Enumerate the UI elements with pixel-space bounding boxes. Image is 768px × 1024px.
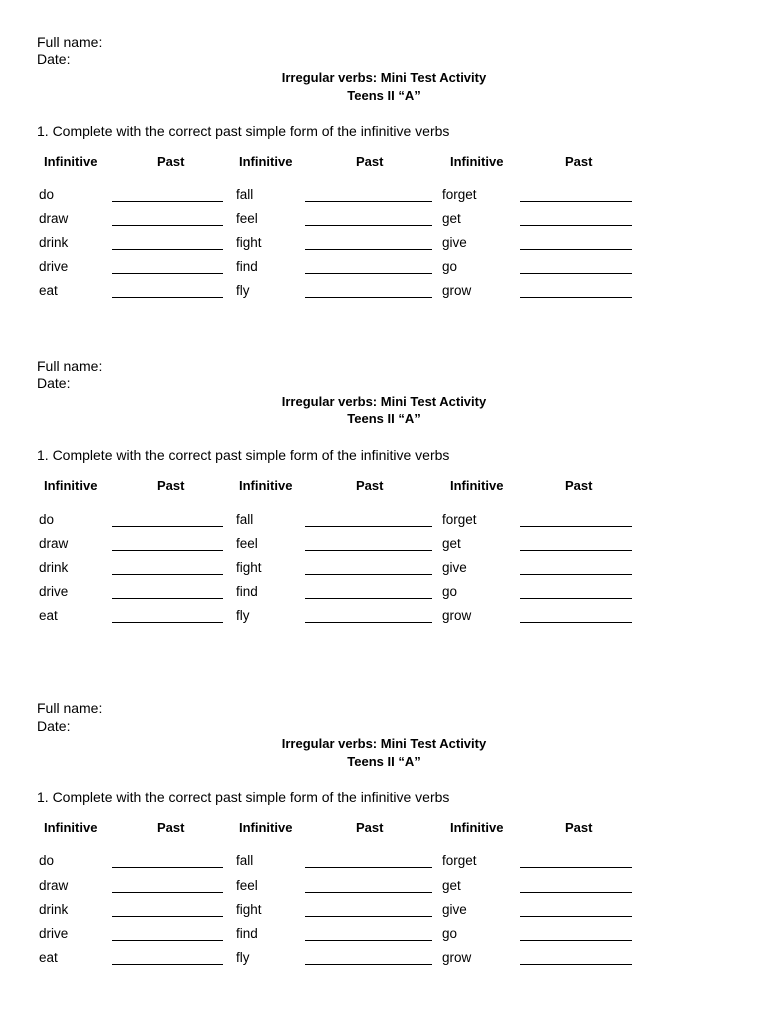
answer-blank[interactable] [520,867,632,868]
verb-cell: fight [236,902,262,917]
answer-blank[interactable] [520,526,632,527]
verb-cell: feel [236,536,258,551]
header-past-3: Past [565,820,593,835]
verb-cell: go [442,584,458,599]
verb-cell: fight [236,235,262,250]
verb-cell: do [39,512,55,527]
answer-blank[interactable] [112,297,223,298]
verb-cell: get [442,878,461,893]
verb-cell: go [442,259,458,274]
answer-blank[interactable] [305,598,432,599]
verb-cell: find [236,926,258,941]
answer-blank[interactable] [305,273,432,274]
answer-blank[interactable] [112,916,223,917]
date-label: Date: [37,718,71,734]
verb-cell: fly [236,283,250,298]
date-label: Date: [37,51,71,67]
verb-cell: eat [39,283,58,298]
instruction-text: 1. Complete with the correct past simple form of the infinitive verbs [37,789,450,805]
instruction-text: 1. Complete with the correct past simple form of the infinitive verbs [37,123,450,139]
answer-blank[interactable] [520,964,632,965]
answer-blank[interactable] [112,940,223,941]
verb-cell: drink [39,235,69,250]
header-past-1: Past [157,478,185,493]
header-infinitive-3: Infinitive [450,154,504,169]
verb-cell: give [442,560,467,575]
verb-cell: fall [236,853,254,868]
answer-blank[interactable] [112,273,223,274]
verb-cell: draw [39,878,69,893]
verb-cell: find [236,259,258,274]
header-past-2: Past [356,478,384,493]
verb-cell: forget [442,187,477,202]
header-infinitive-2: Infinitive [239,478,293,493]
header-infinitive-3: Infinitive [450,820,504,835]
answer-blank[interactable] [305,940,432,941]
full-name-label: Full name: [37,700,103,716]
header-infinitive-1: Infinitive [44,478,98,493]
answer-blank[interactable] [305,297,432,298]
verb-cell: draw [39,211,69,226]
verb-cell: drive [39,584,69,599]
verb-cell: drive [39,259,69,274]
verb-cell: forget [442,853,477,868]
instruction-text: 1. Complete with the correct past simple form of the infinitive verbs [37,447,450,463]
header-infinitive-2: Infinitive [239,820,293,835]
answer-blank[interactable] [520,940,632,941]
answer-blank[interactable] [112,225,223,226]
answer-blank[interactable] [305,550,432,551]
verb-cell: feel [236,211,258,226]
answer-blank[interactable] [520,916,632,917]
answer-blank[interactable] [305,964,432,965]
full-name-label: Full name: [37,358,103,374]
answer-blank[interactable] [305,892,432,893]
verb-cell: grow [442,283,472,298]
test-title: Irregular verbs: Mini Test Activity [281,394,487,409]
test-title: Irregular verbs: Mini Test Activity [281,70,487,85]
verb-cell: give [442,235,467,250]
verb-cell: fall [236,512,254,527]
answer-blank[interactable] [520,550,632,551]
full-name-label: Full name: [37,34,103,50]
answer-blank[interactable] [305,225,432,226]
answer-blank[interactable] [112,550,223,551]
answer-blank[interactable] [520,273,632,274]
answer-blank[interactable] [305,622,432,623]
answer-blank[interactable] [520,297,632,298]
verb-cell: fight [236,560,262,575]
header-infinitive-1: Infinitive [44,820,98,835]
verb-cell: drive [39,926,69,941]
verb-cell: eat [39,608,58,623]
answer-blank[interactable] [520,249,632,250]
answer-blank[interactable] [112,574,223,575]
header-infinitive-2: Infinitive [239,154,293,169]
header-past-3: Past [565,478,593,493]
answer-blank[interactable] [305,201,432,202]
verb-cell: grow [442,608,472,623]
answer-blank[interactable] [112,622,223,623]
header-past-1: Past [157,820,185,835]
answer-blank[interactable] [520,201,632,202]
answer-blank[interactable] [112,526,223,527]
verb-cell: go [442,926,458,941]
verb-cell: get [442,211,461,226]
date-label: Date: [37,375,71,391]
answer-blank[interactable] [305,867,432,868]
verb-cell: give [442,902,467,917]
header-past-3: Past [565,154,593,169]
verb-cell: get [442,536,461,551]
verb-cell: eat [39,950,58,965]
answer-blank[interactable] [112,201,223,202]
header-infinitive-1: Infinitive [44,154,98,169]
answer-blank[interactable] [305,249,432,250]
answer-blank[interactable] [112,964,223,965]
answer-blank[interactable] [112,249,223,250]
verb-cell: do [39,187,55,202]
answer-blank[interactable] [112,892,223,893]
verb-cell: drink [39,902,69,917]
answer-blank[interactable] [520,574,632,575]
header-past-2: Past [356,820,384,835]
answer-blank[interactable] [520,225,632,226]
answer-blank[interactable] [520,622,632,623]
answer-blank[interactable] [305,526,432,527]
verb-cell: fall [236,187,254,202]
answer-blank[interactable] [305,916,432,917]
verb-cell: do [39,853,55,868]
verb-cell: find [236,584,258,599]
verb-cell: feel [236,878,258,893]
verb-cell: drink [39,560,69,575]
test-subtitle: Teens II “A” [347,754,421,769]
test-subtitle: Teens II “A” [347,411,421,426]
verb-cell: grow [442,950,472,965]
header-past-2: Past [356,154,384,169]
answer-blank[interactable] [112,598,223,599]
verb-cell: fly [236,950,250,965]
answer-blank[interactable] [305,574,432,575]
header-infinitive-3: Infinitive [450,478,504,493]
verb-cell: fly [236,608,250,623]
test-subtitle: Teens II “A” [347,88,421,103]
verb-cell: draw [39,536,69,551]
verb-cell: forget [442,512,477,527]
answer-blank[interactable] [112,867,223,868]
header-past-1: Past [157,154,185,169]
test-title: Irregular verbs: Mini Test Activity [281,736,487,751]
answer-blank[interactable] [520,598,632,599]
answer-blank[interactable] [520,892,632,893]
